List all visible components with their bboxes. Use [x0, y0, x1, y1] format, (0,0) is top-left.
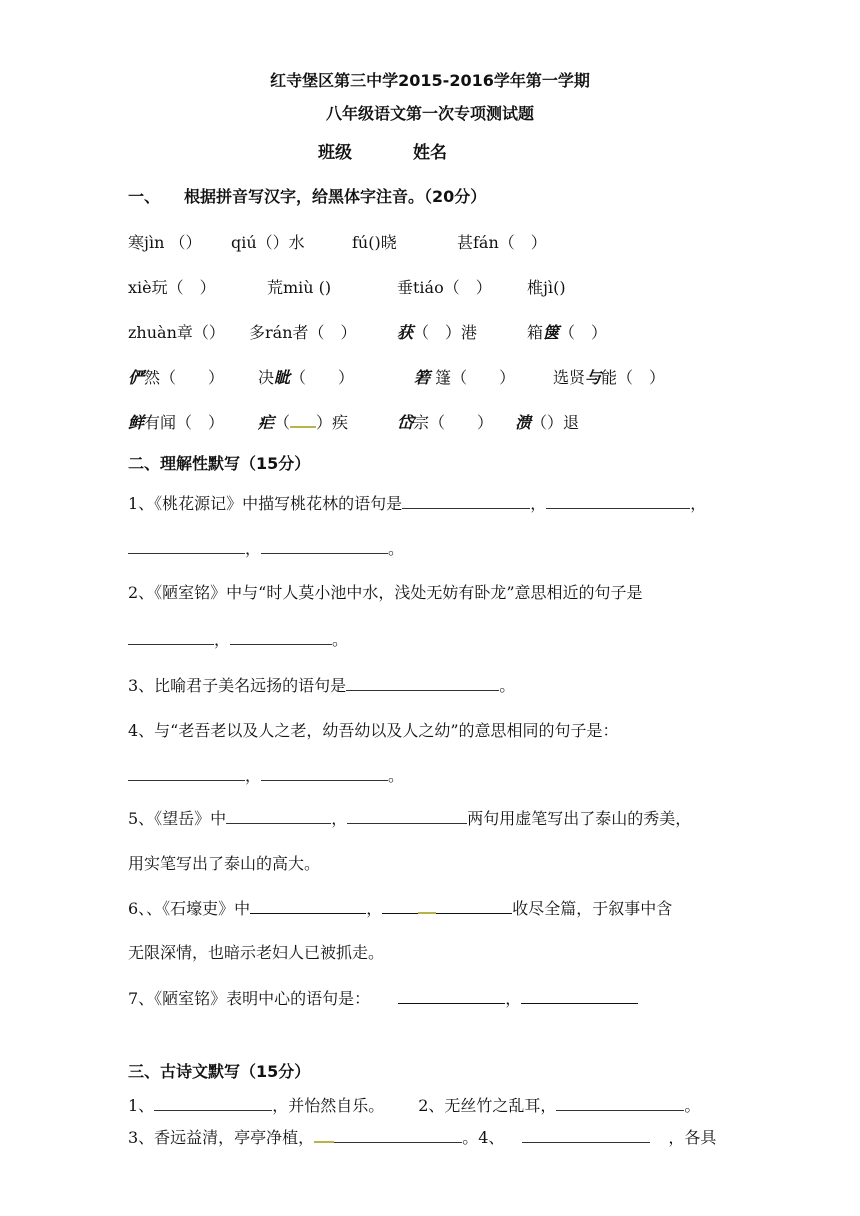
bold-char: 箧	[543, 323, 560, 342]
bold-char: 眦	[274, 368, 291, 387]
bold-char: 获	[397, 323, 414, 342]
answer-blank[interactable]	[128, 766, 245, 781]
question-1: 1、《桃花源记》中描写桃花林的语句是 ， ，	[128, 494, 707, 513]
section-3-heading: 三、古诗文默写（15分）	[128, 1062, 311, 1081]
annotate-item: 获（ ）港	[397, 323, 478, 342]
pinyin-item: fú()晓	[352, 233, 397, 252]
section-1-heading: 一、 根据拼音写汉字，给黑体字注音。（20分）	[128, 187, 487, 206]
answer-blank[interactable]	[347, 809, 467, 824]
annotate-item: 俨然（ ）	[128, 368, 225, 387]
annotate-item: 箱箧（ ）	[527, 323, 608, 342]
section-2-heading: 二、理解性默写（15分）	[128, 454, 311, 473]
question-5-cont: 用实笔写出了泰山的高大。	[128, 854, 321, 873]
answer-blank[interactable]	[436, 899, 512, 914]
pinyin-item: 甚fán（ ）	[457, 233, 547, 252]
bold-char: 与	[585, 368, 602, 387]
annotate-item: 鲜有闻（ ）	[128, 413, 225, 432]
answer-blank[interactable]	[346, 676, 499, 691]
question-7: 7、《陋室铭》表明中心的语句是： ，	[128, 989, 638, 1009]
question-6: 6、、《石壕吏》中 ， 收尽全篇，于叙事中含	[128, 899, 673, 918]
name-label: 姓名	[413, 143, 447, 163]
answer-blank[interactable]	[230, 630, 332, 645]
annotate-item: 溃（）退	[515, 413, 580, 432]
annotate-item: 决眦（ ）	[258, 368, 355, 387]
question-2-cont: ， 。	[128, 630, 348, 650]
highlight-mark	[314, 1129, 334, 1143]
question-4: 4、与“老吾老以及人之老，幼吾幼以及人之幼”的意思相同的句子是：	[128, 721, 619, 740]
pinyin-item: zhuàn章（）	[128, 323, 225, 342]
exam-subject-title: 八年级语文第一次专项测试题	[325, 104, 534, 123]
annotate-item: 疟（ ）疾	[258, 413, 349, 432]
pinyin-item: 寒jìn （）	[128, 233, 202, 252]
highlight-mark	[290, 414, 316, 428]
answer-blank[interactable]	[261, 766, 388, 781]
answer-blank[interactable]	[261, 539, 388, 554]
answer-blank[interactable]	[250, 899, 366, 914]
bold-char: 溃	[515, 413, 532, 432]
annotate-item: 箬 篷（ ）	[414, 368, 516, 387]
question-4-cont: ， 。	[128, 766, 404, 786]
annotate-item: 选贤与能（ ）	[553, 368, 666, 387]
bold-char: 疟	[258, 413, 275, 432]
answer-blank[interactable]	[226, 809, 331, 824]
answer-blank[interactable]	[556, 1096, 684, 1111]
pinyin-item: 多rán者（ ）	[249, 323, 357, 342]
annotate-item: 岱宗（ ）	[397, 413, 494, 432]
pinyin-item: xiè玩（ ）	[128, 278, 216, 297]
pinyin-item: 垂tiáo（ ）	[397, 278, 492, 297]
bold-char: 鲜	[128, 413, 145, 432]
exam-school-title: 红寺堡区第三中学2015-2016学年第一学期	[270, 71, 590, 90]
answer-blank[interactable]	[128, 630, 214, 645]
bold-char: 箬	[414, 368, 431, 387]
answer-blank[interactable]	[521, 989, 638, 1004]
question-1-cont: ， 。	[128, 539, 404, 559]
answer-blank[interactable]	[546, 494, 690, 509]
answer-blank[interactable]	[402, 494, 530, 509]
answer-blank[interactable]	[398, 989, 505, 1004]
pinyin-item: 椎jì()	[527, 278, 566, 297]
question-5: 5、《望岳》中 ， 两句用虚笔写出了泰山的秀美，	[128, 809, 692, 828]
pinyin-item: 荒miù ()	[267, 278, 332, 297]
question-3: 3、比喻君子美名远扬的语句是 。	[128, 676, 516, 695]
highlight-mark	[418, 900, 436, 914]
question-6-cont: 无限深情，也暗示老妇人已被抓走。	[128, 943, 385, 962]
answer-blank[interactable]	[382, 899, 418, 914]
poem-line-2: 3、香远益清，亭亭净植， 。4、 ，各具	[128, 1128, 717, 1147]
answer-blank[interactable]	[154, 1096, 272, 1111]
pinyin-item: qiú（）水	[231, 233, 305, 252]
class-label: 班级	[318, 143, 352, 163]
answer-blank[interactable]	[128, 539, 245, 554]
poem-line-1: 1、 ，并怡然自乐。 2、无丝竹之乱耳， 。	[128, 1096, 701, 1115]
answer-blank[interactable]	[334, 1128, 462, 1143]
bold-char: 俨	[128, 368, 145, 387]
answer-blank[interactable]	[522, 1128, 650, 1143]
bold-char: 岱	[397, 413, 414, 432]
question-2: 2、《陋室铭》中与“时人莫小池中水，浅处无妨有卧龙”意思相近的句子是	[128, 583, 643, 602]
